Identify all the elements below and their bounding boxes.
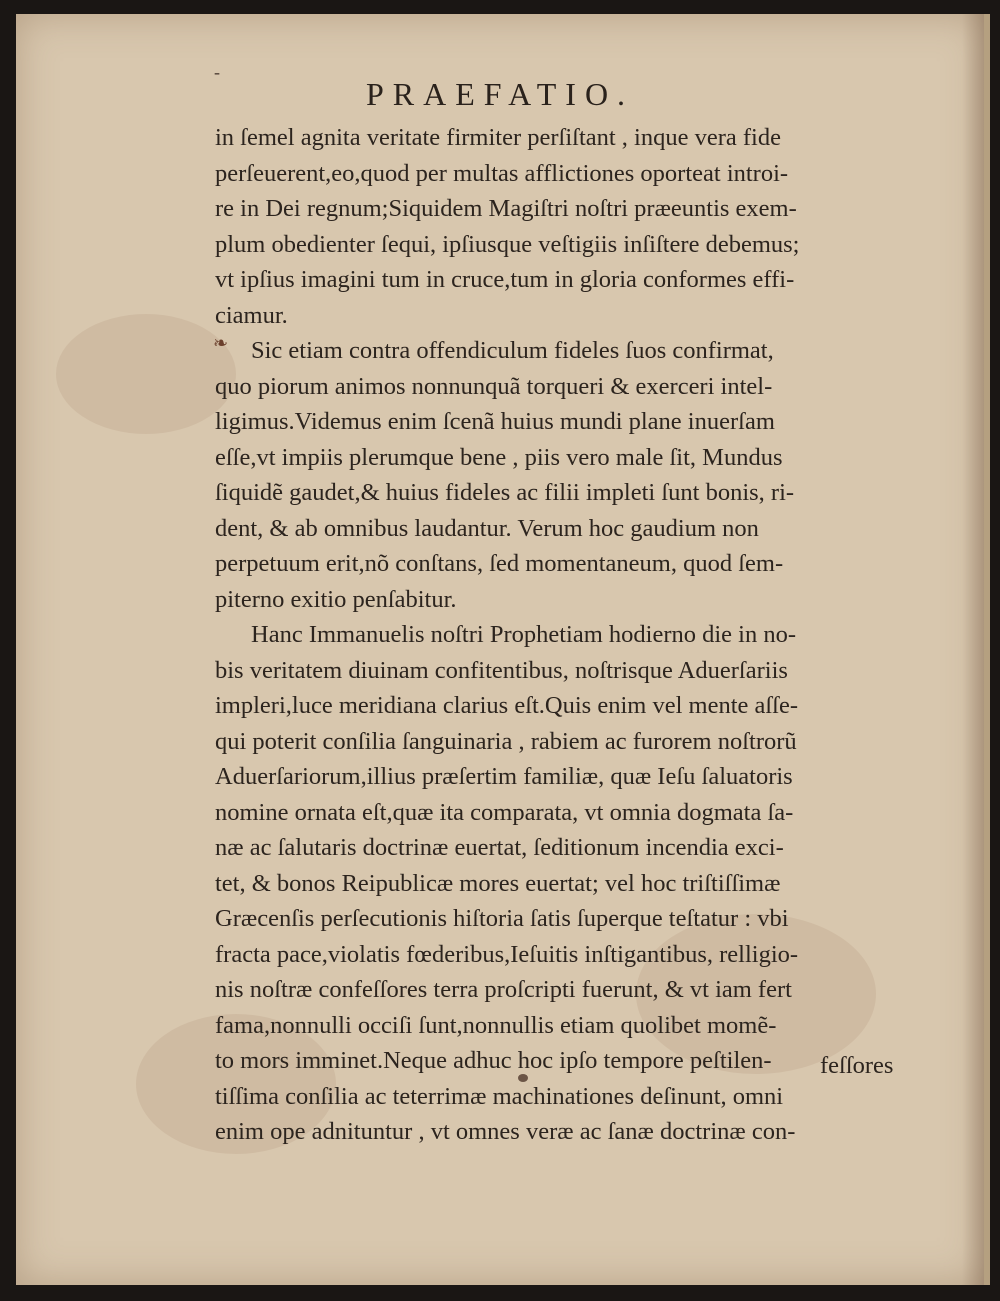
paper-stain [56,314,236,434]
text-line: ſiquidẽ gaudet,& huius fideles ac filii impleti ſunt bonis, ri- [215,479,795,506]
text-line: vt ipſius imagini tum in cruce,tum in gloria conformes effi- [215,266,795,293]
text-line: ciamur. [215,301,288,329]
text-line: tet, & bonos Reipublicæ mores euertat; vel hoc triſtiſſimæ [215,869,781,897]
text-line: nomine ornata eſt,quæ ita comparata, vt omnia dogmata ſa- [215,798,794,826]
text-line: tiſſima conſilia ac teterrimæ machinationes deſinunt, omni [215,1082,784,1110]
text-line: Sic etiam contra offendiculum fideles ſuos confirmat, [251,337,774,364]
body-text [215,120,915,1150]
text-line: ligimus.Videmus enim ſcenã huius mundi plane inuerſam [215,408,775,435]
text-line: piterno exitio penſabitur. [215,585,457,613]
text-line: bis veritatem diuinam confitentibus, noſtrisque Aduerſariis [215,656,788,684]
ink-dot [518,1074,528,1082]
text-line: impleri,luce meridiana clarius eſt.Quis enim vel mente aſſe- [215,692,799,719]
text-line: qui poterit conſilia ſanguinaria , rabiem ac furorem noſtrorũ [215,727,797,755]
text-line: næ ac ſalutaris doctrinæ euertat, ſeditionum incendia exci- [215,834,784,861]
text-line: perpetuum erit,nõ conſtans, ſed momentaneum, quod ſem- [215,550,784,577]
text-line: nis noſtræ confeſſores terra proſcripti fuerunt, & vt iam fert [215,976,792,1003]
text-line: to mors imminet.Neque adhuc hoc ipſo tempore peſtilen- [215,1047,772,1074]
text-line: fracta pace,violatis fœderibus,Ieſuitis inſtigantibus, relligio- [215,940,799,968]
text-line: fama,nonnulli occiſi ſunt,nonnullis etiam quolibet momẽ- [215,1011,777,1039]
text-line: quo piorum animos nonnunquã torqueri & exerceri intel- [215,372,773,400]
text-line: Hanc Immanuelis noſtri Prophetiam hodierno die in no- [251,621,797,648]
text-line: Aduerſariorum,illius præſertim familiæ, quæ Ieſu ſaluatoris [215,763,793,790]
paragraph-mark-icon: ❧ [213,333,229,353]
text-line: eſſe,vt impiis plerumque bene , piis vero male ſit, Mundus [215,443,783,471]
text-line: perſeuerent,eo,quod per multas afflictiones oporteat introi- [215,159,789,187]
text-line: dent, & ab omnibus laudantur. Verum hoc gaudium non [215,514,759,542]
text-line: re in Dei regnum;Siquidem Magiſtri noſtri præeuntis exem- [215,195,797,222]
text-line: plum obedienter ſequi, ipſiusque veſtigiis inſiſtere debemus; [215,230,800,258]
text-line: Græcenſis perſecutionis hiſtoria ſatis ſuperque teſtatur : vbi [215,905,789,932]
catchword: feſſores [820,1052,894,1079]
text-line: enim ope adnituntur , vt omnes veræ ac ſanæ doctrinæ con- [215,1118,796,1145]
margin-dash: - [214,62,220,82]
text-line: in ſemel agnita veritate firmiter perſiſtant , inque vera fide [215,124,781,151]
running-header: PRAEFATIO. [365,76,635,112]
